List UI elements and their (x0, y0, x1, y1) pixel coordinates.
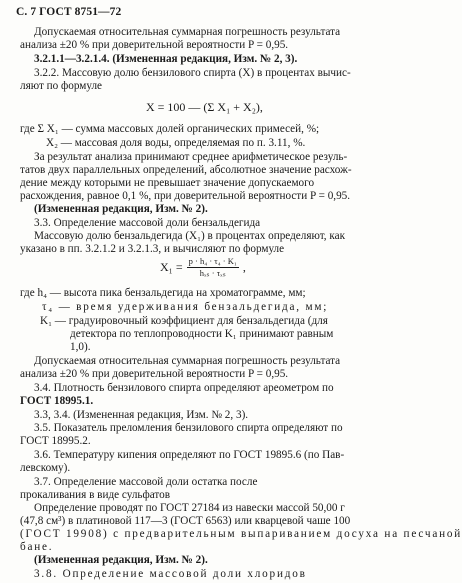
text-line: бане. (20, 541, 54, 553)
num-p: p (188, 256, 193, 266)
text-line: анализа ±20 % при доверительной вероятности P = 0,95. (20, 39, 289, 51)
text-line: X₂ — массовая доля воды, определяемая по п. 3.11, %. (46, 137, 306, 149)
formula-trail: , (242, 260, 246, 274)
fraction-numerator: p · h₄ · τ₄ · K₁ (188, 256, 237, 266)
page-header: С. 7 ГОСТ 8751—72 (16, 6, 122, 18)
text-line: 3.3, 3.4. (Измененная редакция, Изм. № 2, 3). (34, 409, 249, 421)
num-k: K₁ (227, 256, 237, 266)
formula-lhs: X₁ = (160, 260, 183, 274)
formula-benzaldehyde (160, 256, 246, 279)
text-line: 3.6. Температуру кипения определяют по ГОСТ 19895.6 (по Пав- (34, 449, 345, 461)
text-line: где h₄ — высота пика бензальдегида на хроматограмме, мм; (20, 287, 306, 299)
text-line: Массовую долю бензальдегида (X₁) в процентах определяют, как (34, 230, 346, 242)
text-line: За результат анализа принимают среднее арифметическое резуль- (34, 151, 348, 163)
text-line: Допускаемая относительная суммарная погрешность результата (34, 355, 341, 367)
text-line: 3.2.2. Массовую долю бензилового спирта (X) в процентах вычис- (34, 67, 351, 79)
text-line: (Измененная редакция, Изм. № 2). (34, 554, 208, 566)
text-line: детектора по теплопроводности K₁ принимают равным (70, 328, 334, 340)
text-line: ляют по формуле (20, 80, 102, 92)
text-line: 3.5. Показатель преломления бензилового спирта определяют по (34, 422, 343, 434)
text-line: расхождения, равное 0,1 %, при доверительной вероятности P = 0,95. (20, 190, 351, 202)
den-tau: τₓₛ (216, 268, 226, 278)
den-h: hₓₛ (199, 268, 210, 278)
text-line: где Σ X₁ — сумма массовых долей органических примесей, %; (20, 123, 320, 135)
text-line: ГОСТ 18995.2. (20, 435, 91, 447)
text-line: указано в пп. 3.2.1.2 и 3.2.1.3, и вычисляют по формуле (20, 243, 285, 255)
text-line: (47,8 см³) в платиновой 117—3 (ГОСТ 6563) или кварцевой чаше 100 (20, 515, 351, 527)
text-line: дение между которыми не превышает значение допускаемого (20, 177, 315, 189)
text-line: Допускаемая относительная суммарная погрешность результата (34, 26, 341, 38)
text-line: 3.3. Определение массовой доли бензальдегида (34, 217, 261, 229)
fraction (187, 256, 239, 279)
text-line: 3.2.1.1—3.2.1.4. (Измененная редакция, Изм. № 2, 3). (34, 53, 298, 65)
text-line: (ГОСТ 19908) с предварительным выпариванием досуха на песчаной (20, 528, 462, 540)
text-line: ГОСТ 18995.1. (20, 395, 94, 407)
fraction-denominator: hₓₛ · τₓₛ (199, 268, 226, 278)
text-line: анализа ±20 % при доверительной вероятности P = 0,95. (20, 368, 289, 380)
text-line: K₁ — градуировочный коэффициент для бензальдегида (для (40, 315, 328, 327)
text-line: Определение проводят по ГОСТ 27184 из навески массой 50,00 г (34, 502, 345, 514)
formula-benzyl-alcohol: X = 100 — (Σ X₁ + X₂), (146, 100, 263, 114)
text-line: 3.4. Плотность бензилового спирта определяют ареометром по (34, 382, 334, 394)
text-line: левскому). (20, 462, 71, 474)
num-tau: τ₄ (214, 256, 221, 266)
text-line: 1,0). (70, 341, 91, 353)
text-line: татов двух параллельных определений, абсолютное значение расхож- (20, 164, 352, 176)
text-line: прокаливания в виде сульфатов (20, 489, 171, 501)
text-line: 3.7. Определение массовой доли остатка после (34, 476, 258, 488)
text-line: τ₄ — время удерживания бензальдегида, мм; (42, 301, 329, 313)
text-line: 3.8. Определение массовой доли хлоридов (34, 568, 307, 580)
text-line: (Измененная редакция, Изм. № 2). (34, 203, 208, 215)
num-h: h₄ (199, 256, 208, 266)
